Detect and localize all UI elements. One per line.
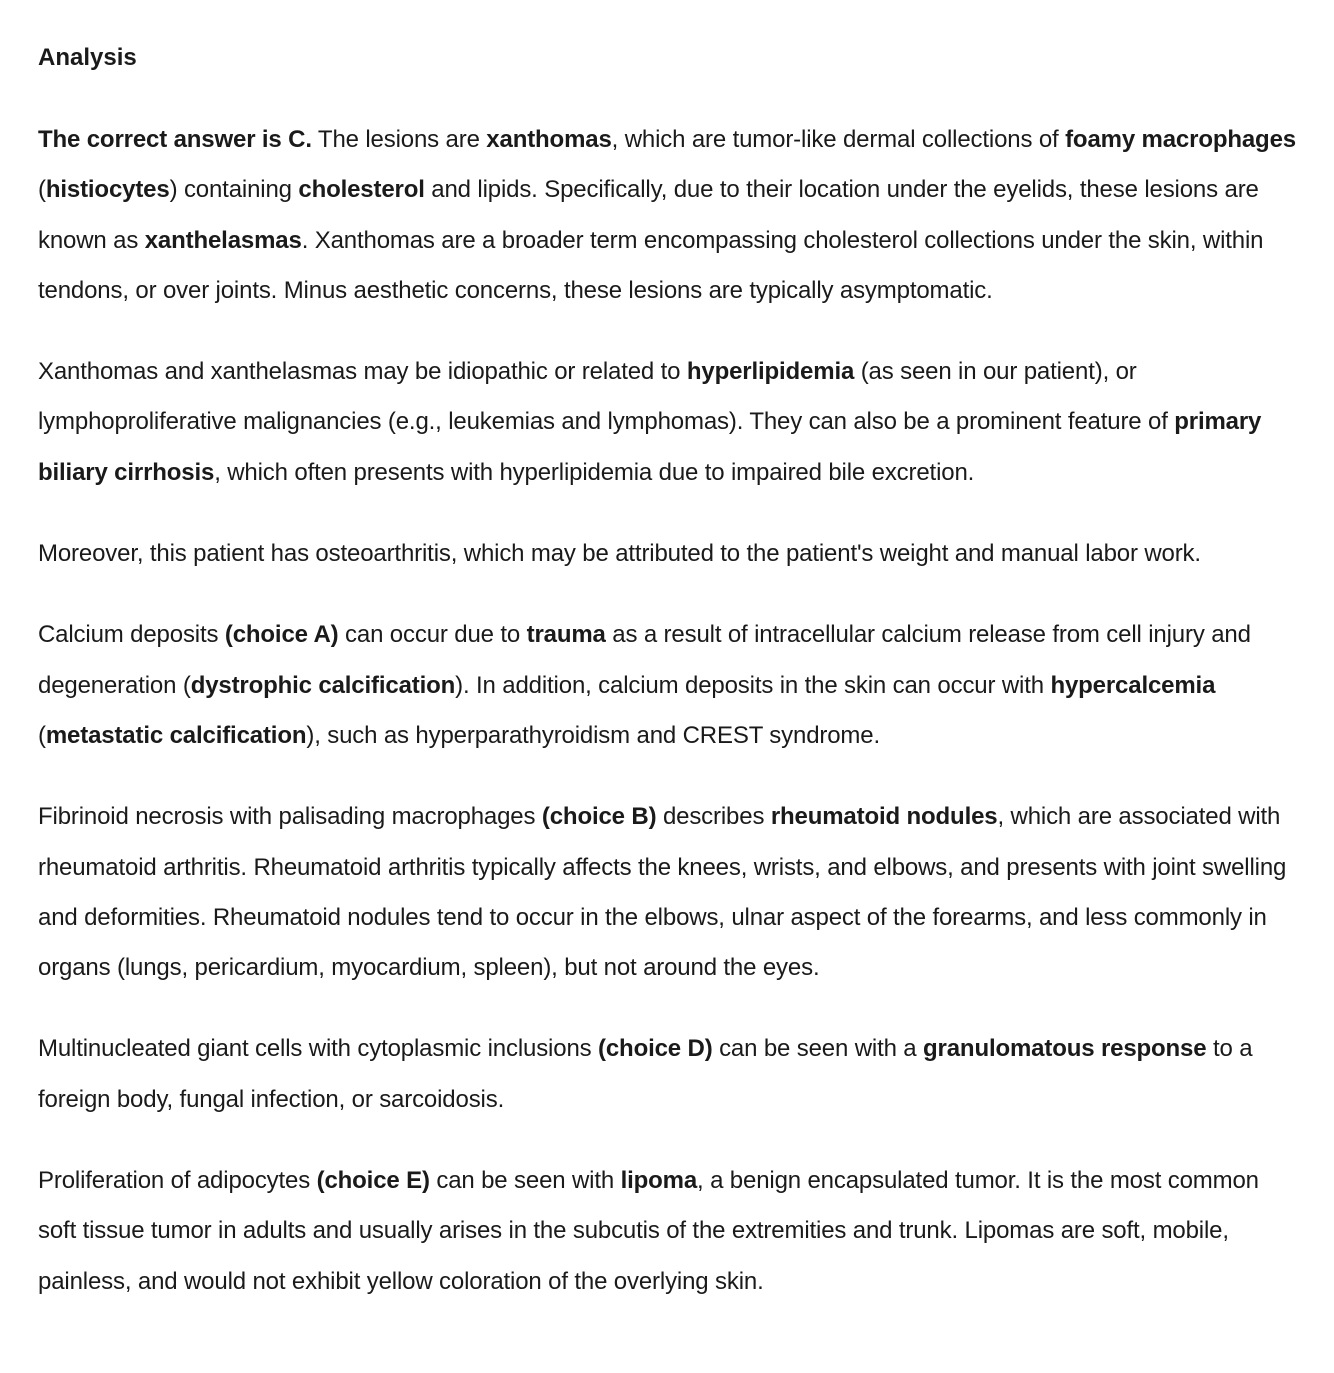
text-run: ) containing: [169, 176, 299, 204]
bold-term: (choice B): [541, 803, 657, 831]
bold-term: xanthomas: [486, 126, 612, 153]
bold-term: rheumatoid nodules: [770, 803, 998, 831]
bold-term: hypercalcemia: [1050, 671, 1216, 699]
bold-term: The correct answer is C.: [38, 126, 312, 153]
text-run: ), such as hyperparathyroidism and CREST syndrome.: [306, 721, 880, 749]
text-run: The lesions are: [311, 126, 487, 153]
explanation-paragraph: [38, 529, 1300, 579]
text-run: Multinucleated giant cells with cytoplasmic inclusions: [38, 1035, 599, 1063]
text-run: Calcium deposits: [38, 621, 225, 649]
explanation-paragraph: [38, 792, 1300, 993]
bold-term: granulomatous response: [923, 1035, 1207, 1063]
text-run: Xanthomas and xanthelasmas may be idiopathic or related to: [38, 358, 687, 386]
explanation-paragraph: [38, 1156, 1300, 1307]
text-run: to a foreign body, fungal infection, or sarcoidosis.: [38, 1035, 1253, 1113]
text-run: ). In addition, calcium deposits in the skin can occur with: [455, 671, 1051, 699]
bold-term: (choice A): [224, 621, 339, 649]
bold-term: primary biliary cirrhosis: [38, 408, 1262, 486]
text-run: Moreover, this patient has osteoarthritis, which may be attributed to the patient's weight and manual labor work.: [38, 540, 1201, 568]
text-run: and lipids. Specifically, due to their location under the eyelids, these lesions are known as: [38, 176, 1259, 254]
text-run: Fibrinoid necrosis with palisading macrophages: [38, 803, 542, 831]
text-run: as a result of intracellular calcium release from cell injury and degeneration (: [38, 621, 1251, 699]
bold-term: foamy macrophages: [1065, 126, 1296, 153]
text-run: (: [38, 721, 46, 749]
text-run: can be seen with: [429, 1167, 621, 1195]
explanation-paragraph: [38, 115, 1300, 316]
text-run: Proliferation of adipocytes: [38, 1167, 317, 1195]
bold-term: (choice E): [316, 1167, 430, 1195]
bold-term: histiocytes: [45, 176, 170, 204]
text-run: , which are associated with rheumatoid arthritis. Rheumatoid arthritis typically affects the knees, wrists, and elbows, and presents with joint swelling and deformities. Rheumatoid nodules tend to occur in the elbows, ulnar aspect of the forearms, and less commonly in organs (lungs, pericardium, myocardium, spleen), but not around the eyes.: [38, 803, 1287, 982]
text-run: describes: [656, 803, 771, 831]
text-run: . Xanthomas are a broader term encompassing cholesterol collections under the skin, within tendons, or over joints. Minus aesthetic concerns, these lesions are typically asymptomatic.: [38, 226, 1264, 304]
bold-term: trauma: [526, 621, 606, 649]
text-run: , a benign encapsulated tumor. It is the most common soft tissue tumor in adults and usually arises in the subcutis of the extremities and trunk. Lipomas are soft, mobile, painless, and would not exhibit yellow coloration of the overlying skin.: [38, 1167, 1259, 1295]
explanation-body: [38, 115, 1300, 1338]
text-run: (: [38, 176, 46, 204]
explanation-paragraph: [38, 610, 1300, 761]
section-heading: Analysis: [38, 44, 137, 71]
text-run: , which are tumor-like dermal collections of: [611, 126, 1066, 153]
bold-term: (choice D): [598, 1035, 713, 1063]
bold-term: lipoma: [620, 1167, 698, 1195]
explanation-paragraph: [38, 1024, 1300, 1125]
bold-term: hyperlipidemia: [686, 358, 855, 386]
text-run: , which often presents with hyperlipidemia due to impaired bile excretion.: [214, 458, 975, 486]
bold-term: metastatic calcification: [45, 721, 307, 749]
bold-term: xanthelasmas: [144, 226, 302, 254]
bold-term: cholesterol: [298, 176, 425, 204]
bold-term: dystrophic calcification: [190, 671, 456, 699]
text-run: (as seen in our patient), or lymphoproliferative malignancies (e.g., leukemias and lymphomas). They can also be a prominent feature of: [38, 358, 1175, 436]
text-run: can occur due to: [338, 621, 527, 649]
text-run: can be seen with a: [712, 1035, 924, 1063]
explanation-paragraph: [38, 347, 1300, 498]
